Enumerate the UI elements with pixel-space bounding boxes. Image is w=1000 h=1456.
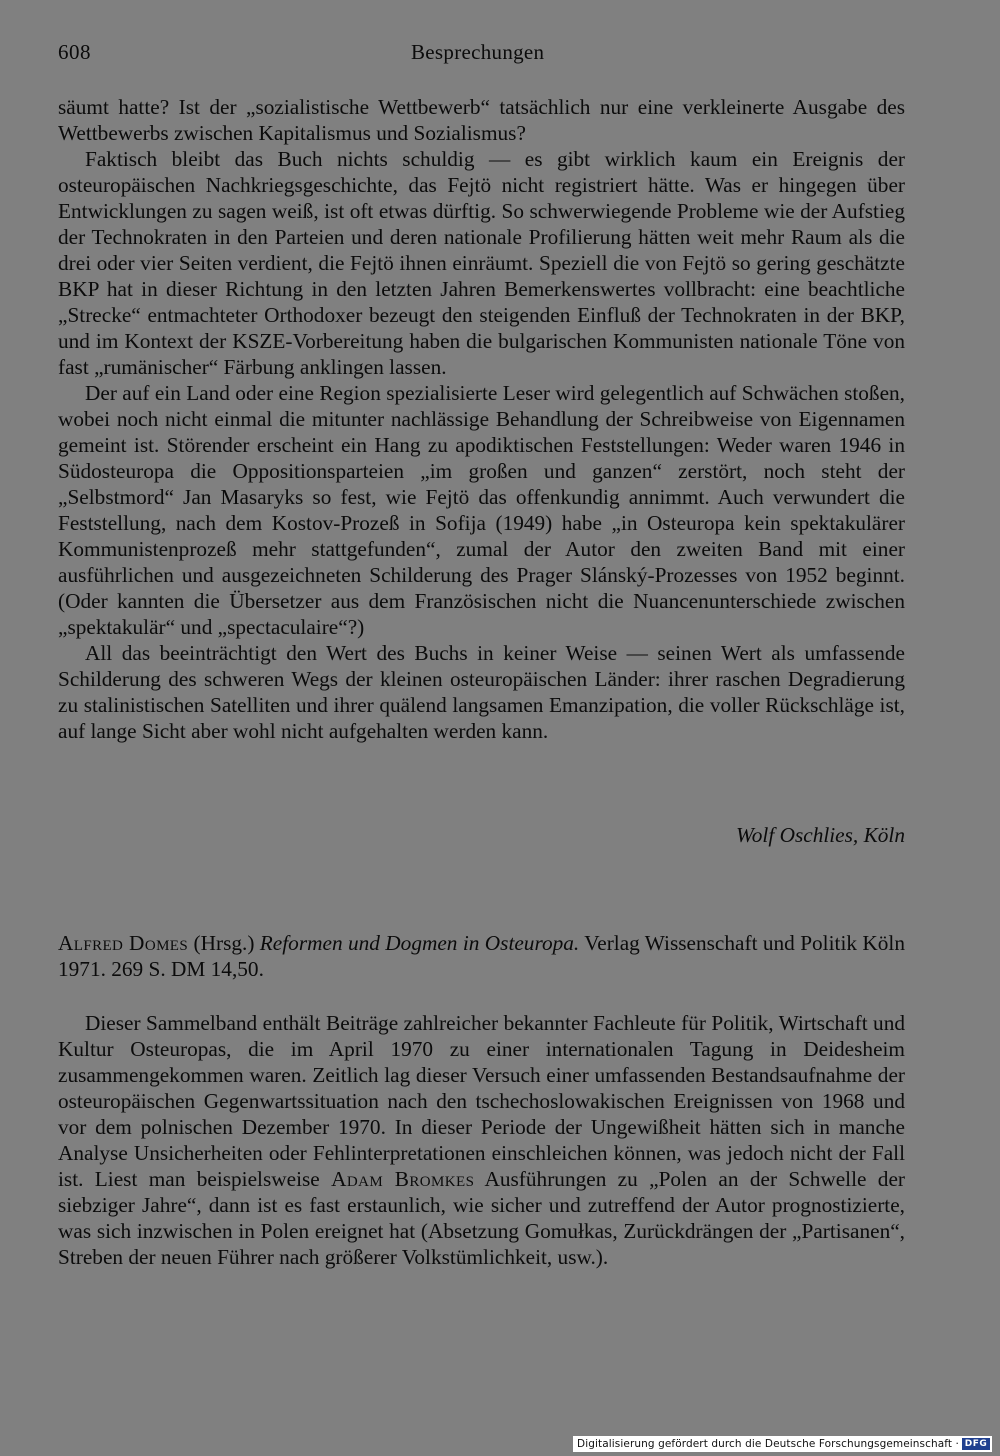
- review-2-text-after: Ausführungen zu „Polen an der Schwelle der siebziger Jahre“, dann ist es fast erstaunlich, wie sicher und zutreffend der Autor prognostizierte, was sich inzwischen in Polen ereignet hat (Absetzung Gomułkas, Zurückdrängen der „Partisanen“, Streben der neuen Führer nach größerer Volkstümlichkeit, usw.).: [58, 1167, 905, 1269]
- digitization-footer: [573, 1436, 992, 1452]
- review-1-signature: Wolf Oschlies, Köln: [735, 823, 905, 847]
- dfg-logo: DFG: [962, 1438, 990, 1450]
- review-1-body: [58, 94, 905, 744]
- review-1-paragraph: Der auf ein Land oder eine Region spezialisierte Leser wird gelegentlich auf Schwächen stoßen, wobei noch nicht einmal die mitunter nachlässige Behandlung der Schreibweise von Eigennamen gemeint ist. Störender erscheint ein Hang zu apodiktischen Feststellungen: Weder waren 1946 in Südosteuropa die Oppositionsparteien „im großen und ganzen“ zerstört, noch steht der „Selbstmord“ Jan Masaryks so fest, wie Fejtö das offenkundig annimmt. Auch verwundert die Feststellung, nach dem Kostov-Prozeß in Sofija (1949) habe „in Osteuropa kein spektakulärer Kommunistenprozeß mehr stattgefunden“, zumal der Autor den zweiten Band mit einer ausführlichen und ausgezeichneten Schilderung des Prager Slánský-Prozesses von 1952 beginnt. (Oder kannten die Übersetzer aus dem Französischen nicht die Nuancenunterschiede zwischen „spektakulär“ und „spectaculaire“?): [58, 381, 905, 639]
- review-2-paragraph: [58, 1010, 905, 1270]
- review-2-author-mention: Adam Bromkes: [331, 1167, 475, 1191]
- running-head: Besprechungen: [411, 40, 545, 64]
- review-1-paragraph: Faktisch bleibt das Buch nichts schuldig — es gibt wirklich kaum ein Ereignis der osteuropäischen Nachkriegsgeschichte, das Fejtö nicht registriert hätte. Was er hingegen über Entwicklungen zu sagen weiß, ist oft etwas dürftig. So schwerwiegende Probleme wie der Aufstieg der Technokraten in den Parteien und deren nationale Profilierung hätten weit mehr Raum als die drei oder vier Seiten verdient, die Fejtö ihnen einräumt. Speziell die von Fejtö so gering geschätzte BKP hat in dieser Richtung in den letzten Jahren Bemerkenswertes vollbracht: eine beachtliche „Strecke“ entmachteter Orthodoxer bezeugt den steigenden Einfluß der Technokraten in der BKP, und im Kontext der KSZE-Vorbereitung haben die bulgarischen Kommunisten nationale Töne von fast „rumänischer“ Färbung anklingen lassen.: [58, 147, 905, 379]
- citation-details: Verlag Wissenschaft und Politik Köln 1971. 269 S. DM 14,50.: [58, 931, 905, 981]
- review-1-paragraph: säumt hatte? Ist der „sozialistische Wettbewerb“ tatsächlich nur eine verkleinerte Ausgabe des Wettbewerbs zwischen Kapitalismus und Sozialismus?: [58, 95, 905, 145]
- citation-author: Alfred Domes: [58, 931, 189, 955]
- page-header: [58, 40, 905, 70]
- footer-text: Digitalisierung gefördert durch die Deutsche Forschungsgemeinschaft ·: [577, 1438, 959, 1450]
- review-1-paragraph: All das beeinträchtigt den Wert des Buchs in keiner Weise — seinen Wert als umfassende Schilderung des schweren Wegs der kleinen osteuropäischen Länder: ihrer raschen Degradierung zu stalinistischen Satelliten und ihrer quälend langsamen Emanzipation, die voller Rückschläge ist, auf lange Sicht aber wohl nicht aufgehalten werden kann.: [58, 641, 905, 743]
- book-citation: [58, 930, 905, 982]
- citation-title: Reformen und Dogmen in Osteuropa.: [259, 931, 580, 955]
- review-2-text-before: Dieser Sammelband enthält Beiträge zahlreicher bekannter Fachleute für Politik, Wirtschaft und Kultur Osteuropas, die im April 1970 zu einer internationalen Tagung in Deidesheim zusammengekommen waren. Zeitlich lag dieser Versuch einer umfassenden Bestandsaufnahme der osteuropäischen Gegenwartssituation nach den tschechoslowakischen Ereignissen von 1968 und vor dem polnischen Dezember 1970. In dieser Periode der Ungewißheit hätten sich in manche Analyse Unsicherheiten oder Fehlinterpretationen einschleichen können, was jedoch nicht der Fall ist. Liest man beispielsweise: [58, 1011, 905, 1191]
- review-2-body: [58, 1010, 905, 1270]
- citation-editor-note: (Hrsg.): [188, 931, 260, 955]
- page-number: 608: [58, 40, 91, 64]
